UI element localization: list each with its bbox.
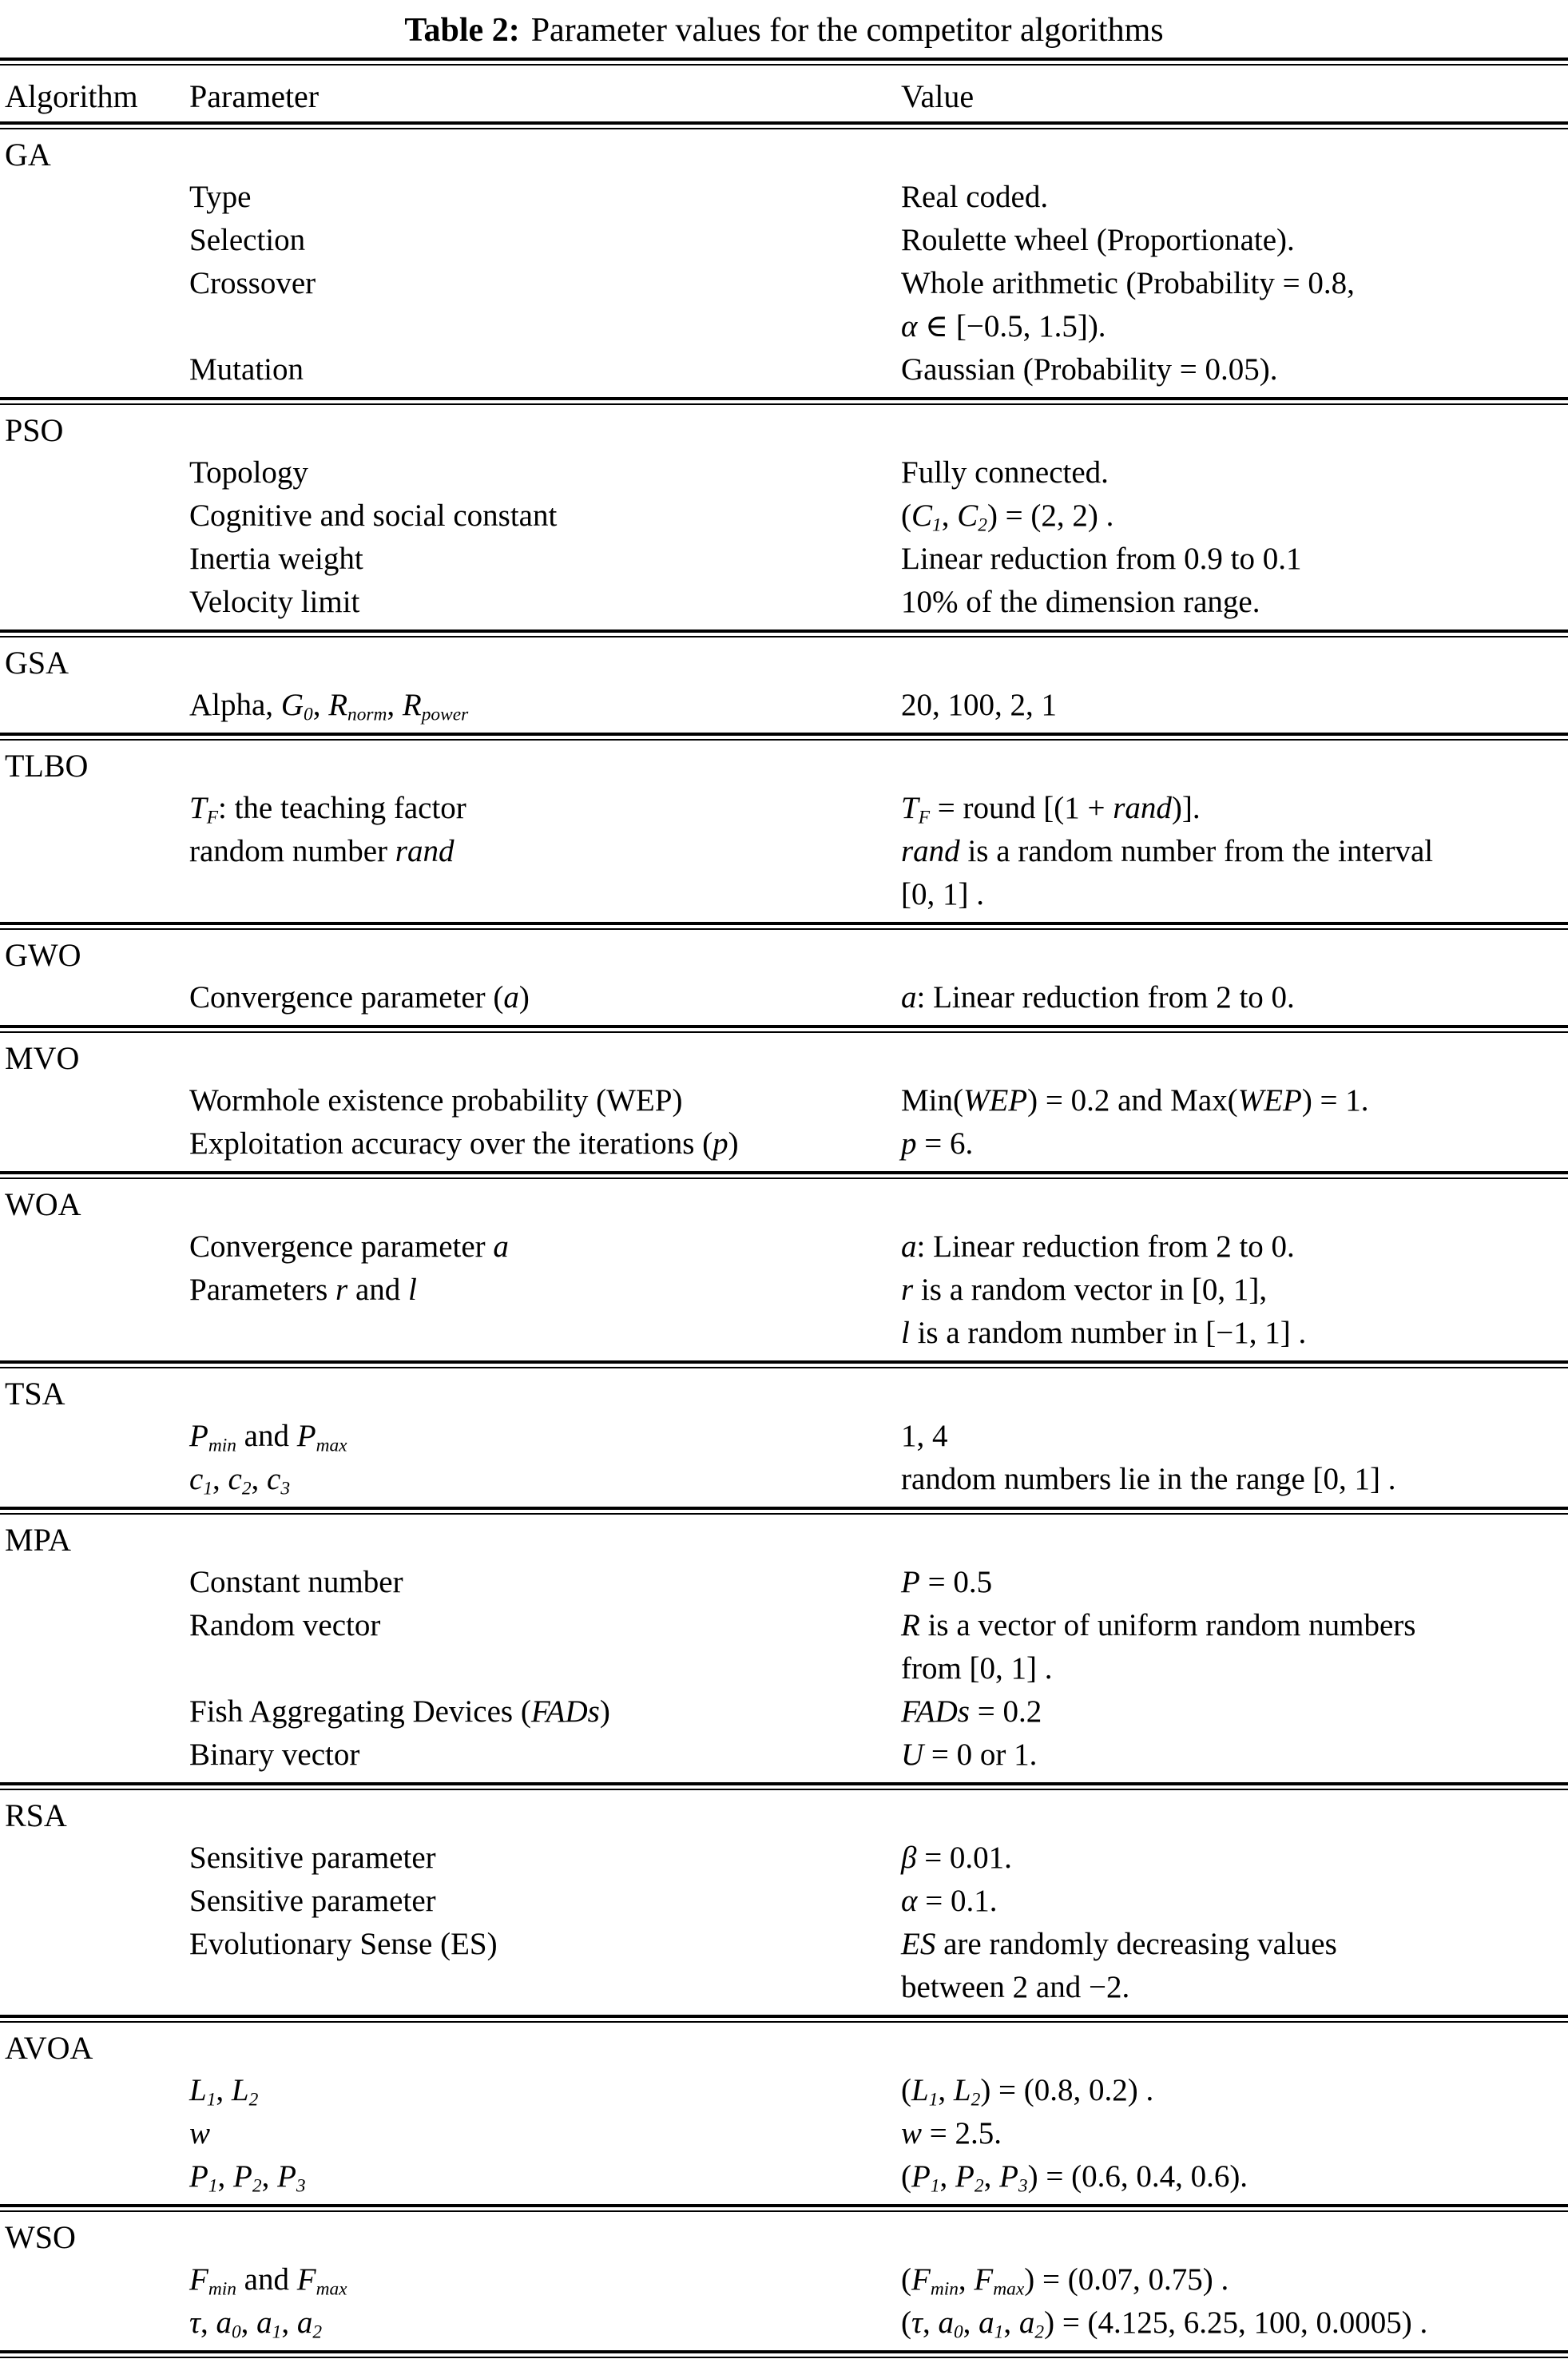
table-row (0, 1225, 1568, 1269)
algorithm-section-gsa (0, 642, 1568, 741)
value-cell: between 2 and −2. (901, 1970, 1130, 2004)
value-cell: α = 0.1. (901, 1884, 998, 1918)
table-row (0, 976, 1568, 1019)
table-row (0, 2258, 1568, 2301)
table-header (0, 75, 1568, 118)
value-cell: R is a vector of uniform random numbers (901, 1608, 1416, 1642)
algorithm-section-mpa (0, 1519, 1568, 1790)
value-cell: ($F_{min}$, $F_{max}) = (0.07$, 0.75) . (901, 2262, 1229, 2300)
table-row (0, 1966, 1568, 2009)
table-caption (0, 0, 1568, 51)
value-cell: [0, 1] . (901, 877, 984, 911)
table-row (0, 176, 1568, 219)
table-row (0, 1561, 1568, 1604)
parameter-cell: Exploitation accuracy over the iterations (p) (189, 1126, 739, 1161)
parameter-cell: Alpha, $G_0$, $R_{norm}$, $R_{power}$ (189, 688, 469, 725)
parameter-cell: Topology (189, 455, 308, 490)
value-cell: random numbers lie in the range [0, 1] . (901, 1462, 1396, 1496)
table-row (0, 1269, 1568, 1312)
value-cell: 1, 4 (901, 1419, 948, 1453)
table-caption-text: Parameter values for the competitor algorithms (530, 12, 1164, 49)
value-cell: w = 2.5. (901, 2116, 1002, 2151)
parameter-cell: $L_1$, $L_2$ (189, 2073, 259, 2111)
value-cell: β = 0.01. (901, 1841, 1012, 1875)
section-rule (0, 1782, 1568, 1790)
table-row (0, 2069, 1568, 2112)
bottom-rule (0, 2350, 1568, 2358)
parameter-cell: Fish Aggregating Devices (FADs) (189, 1694, 610, 1729)
header-rule (0, 121, 1568, 129)
column-header-parameter: Parameter (189, 78, 320, 114)
table-row (0, 1734, 1568, 1777)
value-cell: Roulette wheel (Proportionate). (901, 223, 1295, 257)
algorithm-label: GSA (5, 645, 69, 681)
section-rule (0, 1025, 1568, 1033)
algorithm-label: WOA (5, 1186, 81, 1222)
algorithm-label: AVOA (5, 2030, 93, 2066)
parameter-cell: Constant number (189, 1565, 403, 1599)
algorithm-label: WSO (5, 2219, 76, 2255)
value-cell: P = 0.5 (901, 1565, 993, 1599)
table-row (0, 1690, 1568, 1734)
table-row (0, 2112, 1568, 2155)
table-row (0, 1604, 1568, 1647)
section-rule (0, 629, 1568, 637)
table-row (0, 1122, 1568, 1166)
section-rule (0, 922, 1568, 930)
parameter-cell: Evolutionary Sense (ES) (189, 1927, 498, 1961)
algorithm-label: RSA (5, 1797, 67, 1833)
table-row (0, 684, 1568, 727)
column-header-value: Value (901, 78, 975, 114)
parameter-cell: Inertia weight (189, 542, 363, 576)
parameter-cell: Binary vector (189, 1738, 360, 1772)
table-row (0, 2155, 1568, 2198)
parameter-cell: Convergence parameter a (189, 1229, 509, 1264)
parameter-cell: $c_1$, $c_2$, $c_3$ (189, 1462, 291, 1499)
value-cell: ($L_1$, $L_2) = (0.8$, 0.2) . (901, 2073, 1154, 2111)
algorithm-section-ga (0, 134, 1568, 405)
algorithm-label: TSA (5, 1376, 65, 1412)
algorithm-label: MVO (5, 1040, 80, 1076)
algorithm-label: MPA (5, 1522, 72, 1558)
table-row (0, 1647, 1568, 1690)
table-row (0, 581, 1568, 624)
value-cell: 20, 100, 2, 1 (901, 688, 1057, 722)
algorithm-label: GA (5, 137, 51, 173)
table-caption-number: Table 2: (404, 12, 520, 49)
value-cell: α ∈ [−0.5, 1.5]). (901, 309, 1106, 344)
value-cell: a: Linear reduction from 2 to 0. (901, 980, 1295, 1015)
parameter-cell: τ, $a_0$, $a_1$, $a_2$ (189, 2305, 323, 2343)
parameter-cell: Convergence parameter (a) (189, 980, 530, 1015)
section-rule (0, 2015, 1568, 2023)
algorithm-section-avoa (0, 2027, 1568, 2212)
parameter-cell: $P_{min}$ and $P_{max}$ (189, 1419, 347, 1456)
table-row (0, 1415, 1568, 1458)
parameter-cell: Wormhole existence probability (WEP) (189, 1083, 683, 1118)
table-row (0, 1923, 1568, 1966)
table-row (0, 787, 1568, 830)
parameter-cell: random number rand (189, 834, 455, 868)
value-cell: $T_F$ = round [(1 + rand)]. (901, 791, 1201, 828)
table-row (0, 2301, 1568, 2345)
section-rule (0, 2204, 1568, 2212)
value-cell: Fully connected. (901, 455, 1109, 490)
value-cell: ES are randomly decreasing values (901, 1927, 1337, 1961)
value-cell: 10% of the dimension range. (901, 585, 1260, 619)
parameter-cell: Selection (189, 223, 306, 257)
table-row (0, 219, 1568, 262)
table-row (0, 873, 1568, 916)
value-cell: r is a random vector in [0, 1], (901, 1273, 1268, 1307)
value-cell: l is a random number in [−1, 1] . (901, 1316, 1307, 1350)
section-rule (0, 1360, 1568, 1368)
value-cell: U = 0 or 1. (901, 1738, 1038, 1772)
parameter-cell: $P_1$, $P_2$, $P_3$ (189, 2159, 306, 2197)
column-header-algorithm: Algorithm (5, 78, 138, 114)
value-cell: Whole arithmetic (Probability = 0.8, (901, 266, 1355, 300)
value-cell: Min(WEP) = 0.2 and Max(WEP) = 1. (901, 1083, 1369, 1118)
value-cell: from [0, 1] . (901, 1651, 1053, 1686)
parameter-cell: Mutation (189, 352, 304, 387)
parameter-cell: Random vector (189, 1608, 381, 1642)
table-body (0, 134, 1568, 2358)
algorithm-section-mvo (0, 1038, 1568, 1179)
parameter-cell: w (189, 2116, 211, 2151)
table-row (0, 305, 1568, 348)
section-rule (0, 1171, 1568, 1179)
table-row (0, 262, 1568, 305)
algorithm-section-gwo (0, 935, 1568, 1033)
value-cell: ($C_1$, $C_2) = (2$, 2) . (901, 498, 1114, 536)
parameter-cell: $T_F$: the teaching factor (189, 791, 466, 828)
section-rule (0, 733, 1568, 741)
parameter-cell: $F_{min}$ and $F_{max}$ (189, 2262, 347, 2300)
value-cell: rand is a random number from the interval (901, 834, 1434, 868)
parameter-cell: Crossover (189, 266, 316, 300)
algorithm-section-wso (0, 2217, 1568, 2358)
value-cell: Gaussian (Probability = 0.05). (901, 352, 1278, 387)
algorithm-section-rsa (0, 1795, 1568, 2023)
table-row (0, 1837, 1568, 1880)
table-row (0, 1312, 1568, 1355)
value-cell: Linear reduction from 0.9 to 0.1 (901, 542, 1302, 576)
value-cell: ($P_1$, $P_2$, $P_3) = (0.6$, 0.4, 0.6). (901, 2159, 1248, 2197)
parameter-cell: Type (189, 180, 252, 214)
value-cell: Real coded. (901, 180, 1049, 214)
parameter-cell: Cognitive and social constant (189, 498, 558, 533)
algorithm-label: GWO (5, 937, 81, 973)
section-rule (0, 1507, 1568, 1515)
value-cell: FADs = 0.2 (901, 1694, 1042, 1729)
parameter-cell: Sensitive parameter (189, 1884, 436, 1918)
table-row (0, 1458, 1568, 1501)
value-cell: a: Linear reduction from 2 to 0. (901, 1229, 1295, 1264)
table-row (0, 1880, 1568, 1923)
algorithm-label: PSO (5, 412, 64, 448)
table-row (0, 538, 1568, 581)
value-cell: (τ, $a_0$, $a_1$, $a_2) = (4.125$, 6.25, 100, 0.0005) . (901, 2305, 1428, 2343)
table-row (0, 830, 1568, 873)
table-row (0, 1079, 1568, 1122)
value-cell: p = 6. (901, 1126, 974, 1161)
table-row (0, 348, 1568, 391)
algorithm-section-woa (0, 1184, 1568, 1368)
algorithm-section-tlbo (0, 745, 1568, 930)
top-rule (0, 58, 1568, 66)
parameter-cell: Sensitive parameter (189, 1841, 436, 1875)
algorithm-label: TLBO (5, 748, 89, 784)
section-rule (0, 397, 1568, 405)
table-row (0, 494, 1568, 538)
algorithm-section-pso (0, 410, 1568, 637)
parameter-cell: Parameters r and l (189, 1273, 417, 1307)
table-row (0, 451, 1568, 494)
parameter-cell: Velocity limit (189, 585, 360, 619)
algorithm-section-tsa (0, 1373, 1568, 1515)
